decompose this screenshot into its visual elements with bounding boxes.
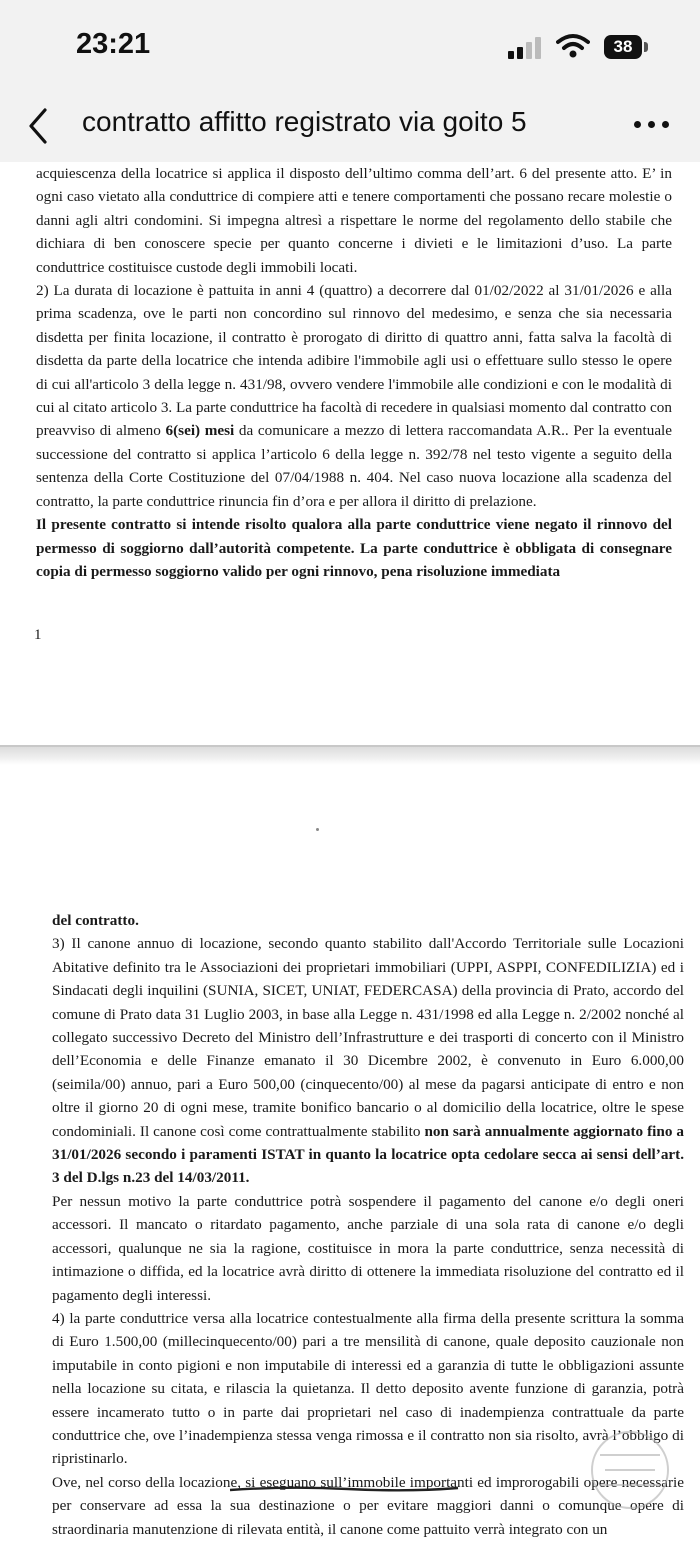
document-title: contratto affitto registrato via goito 5 — [82, 106, 527, 137]
paragraph-4: 4) la parte conduttrice versa alla locatrice contestualmente alla firma della presente scrittura la somma di Euro 1.500,00 (millecinquecento/00) pari a tre mensilità di canone, quale deposito cauzionale non imputabile in conto pigioni e non imputabile di interessi ed a garanzia di tutte le obbligazioni assunte nella locazione su citata, e rilascia la quietanza. Il detto deposito avente funzione di garanzia, potrà essere incamerato tutto o in parte dai proprietari nel caso di inadempienza contrattuale da parte conduttrice che, ove l’inadempienza stessa venga rimossa e il contratto non sia risolto, avrà l’obbligo di ripristinarlo. — [52, 1309, 684, 1468]
paragraph-2-bold: 6(sei) mesi — [165, 422, 235, 440]
paragraph-2 — [36, 279, 672, 513]
paragraph-2-part-a: 2) La durata di locazione è pattuita in anni 4 (quattro) a decorrere dal 01/02/2022 al 31/01/2026 e alla prima scadenza, ove le parti non concordino sul rinnovo del medesimo, e senza che sia necessaria disdetta per finita locazione, il contratto è prorogato di diritto di quattro anni, fatta salva la facoltà di disdetta da parte della locatrice che intenda adibire l'immobile agli usi o effettuare sullo stesso le opere di cui all'articolo 3 della legge n. 431/98, ovvero vendere l'immobile alle condizioni e con le modalità di cui al citato articolo 3. La parte conduttrice ha facoltà di recedere in qualsiasi momento dal contratto con preavviso di almeno — [36, 282, 672, 440]
bold-clause: Il presente contratto si intende risolto qualora alla parte conduttrice viene negato il rinnovo del permesso di soggiorno dall’autorità competente. La parte conduttrice è obbligata di consegnare copia di permesso soggiorno valido per ogni rinnovo, pena risoluzione immediata — [36, 516, 672, 580]
strikethrough-mark — [228, 1485, 460, 1494]
back-chevron-icon[interactable] — [26, 106, 50, 146]
paragraph-3-bold-b: secondo i paramenti ISTAT in quanto la locatrice opta cedolare secca ai sensi dell’art. 3 del D.lgs n.23 del 14/03/2011. — [52, 1146, 685, 1187]
nav-bar — [0, 90, 700, 162]
page-number: 1 — [34, 627, 42, 643]
title-fade — [560, 100, 604, 150]
paragraph-works: Ove, nel corso della locazione, si eseguano sull’immobile importanti ed improrogabili opere necessarie per conservare ad essa la sua destinazione o per evitare maggiori danni o comunque opere di straordinaria manutenzione di rilevata entità, il canone come pattuito verrà integrato con un — [52, 1473, 684, 1538]
wifi-icon — [556, 33, 590, 59]
watermark-stamp — [560, 1425, 700, 1515]
paragraph-2-part-b: da comunicare a mezzo di lettera raccomandata A.R.. Per la eventuale successione del contratto si applica l’articolo 6 della legge n. 392/78 nel testo vigente a seguito della sentenza della Corte Costituzione del 07/04/1988 n. 404. Nel caso nuova locazione alla scadenza del contratto, la parte conduttrice rinuncia fin d’ora e per allora il diritto di prelazione. — [36, 422, 673, 510]
more-options-icon[interactable] — [634, 121, 670, 129]
page-2-heading: del contratto. — [52, 912, 139, 929]
paragraph: acquiescenza della locatrice si applica il disposto dell’ultimo comma dell’art. 6 del presente atto. E’ in ogni caso vietato alla conduttrice di compiere atti e tenere comportamenti che possano recare molestie o danni agli altri condomini. Si impegna altresì a rispettare le norme del regolamento dello stabile che dichiara di ben conoscere specie per quanto concerne i divieti e le limitazioni d’uso. La parte conduttrice costituisce custode degli immobili locati. — [36, 165, 672, 276]
paragraph-3-bold-a: non sarà annualmente aggiornato fino a — [424, 1122, 684, 1140]
paragraph-3-part-a: 3) Il canone annuo di locazione, secondo quanto stabilito dall'Accordo Territoriale sulle Locazioni Abitative definito tra le Associazioni dei proprietari immobiliari (UPPI, ASPPI, CONFEDILIZIA) ed i Sindacati degli inquilini (SUNIA, SICET, UNIAT, FEDERCASA) della provincia di Prato, accordo del comune di Prato data 31 Luglio 2003, in base alla Legge n. 431/1998 ed alla Legge n. 2/2002 nonché al collegato successivo Decreto del Ministro dell’Infrastrutture e dei trasporti di concerto con il Ministro dell’Economia e delle Finanze emanato il 30 Dicembre 2002, è convenuto in Euro 6.000,00 (seimila/00) annuo, pari a Euro 500,00 (cinquecento/00) al mese da pagarsi anticipate di entro e non oltre il giorno 20 di ogni mese, tramite bonifico bancario o al domicilio della locatrice, oltre le spese condominiali. Il canone così come contrattualmente stabilito — [52, 935, 684, 1140]
paragraph-payment: Per nessun motivo la parte conduttrice potrà sospendere il pagamento del canone e/o degli oneri accessori. Il mancato o ritardato pagamento, anche parziale di una sola rata di canone e/o degli accessori, qualunque ne sia la ragione, costituisce in mora la parte conduttrice, senza necessità di intimazione o diffida, ed la locatrice avrà diritto di ottenere la immediata risoluzione del contratto ed il pagamento degli interessi. — [52, 1192, 684, 1304]
paragraph-3 — [52, 932, 684, 1189]
paragraph-3-date: 31/01/2026 — [52, 1146, 122, 1164]
page-1-text — [36, 162, 672, 583]
scan-speck — [316, 828, 319, 831]
cellular-signal-icon — [508, 37, 548, 59]
status-bar — [0, 0, 700, 90]
page-break — [0, 745, 700, 765]
battery-tip — [644, 42, 648, 52]
status-time: 23:21 — [76, 28, 151, 60]
page-break-line — [0, 745, 700, 747]
battery-icon: 38 — [604, 35, 642, 59]
